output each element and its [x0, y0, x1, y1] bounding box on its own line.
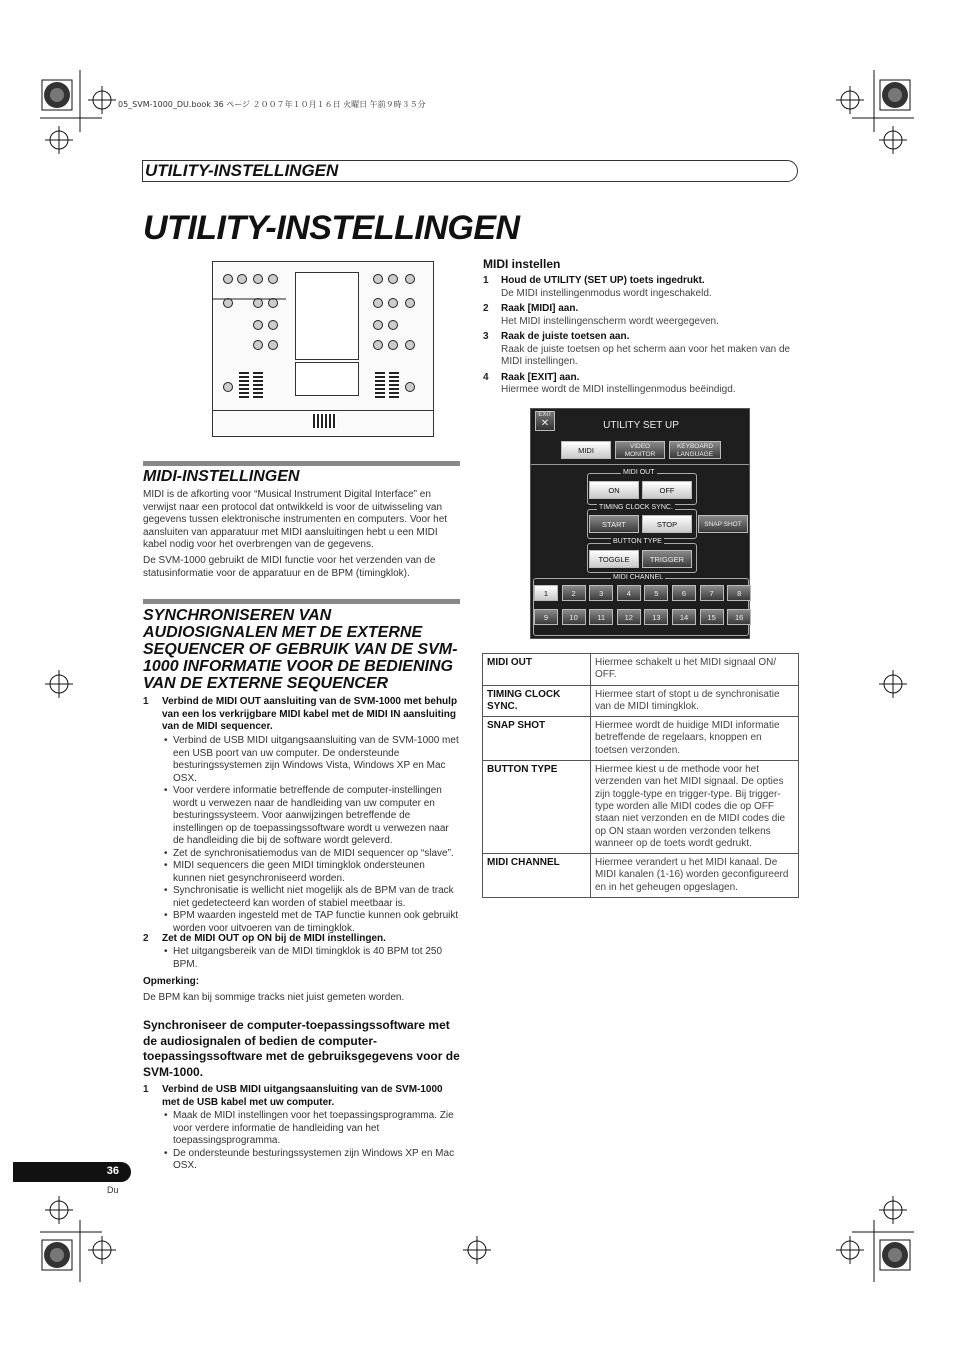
knob-icon [268, 274, 278, 284]
snap-shot-button[interactable]: SNAP SHOT [698, 515, 748, 533]
step-text: Zet de MIDI OUT op ON bij de MIDI instellingen. [162, 933, 386, 944]
list-item: • Verbind de USB MIDI uitgangsaansluiting van de SVM-1000 met een USB poort van uw computer. De ondersteunde besturingssystemen zijn Windows Vista, Windows XP en Mac OSX. [162, 735, 460, 785]
knob-icon [388, 320, 398, 330]
table-key: MIDI CHANNEL [483, 854, 591, 898]
knob-icon [268, 340, 278, 350]
trigger-button[interactable]: TRIGGER [642, 550, 692, 568]
exit-label: EXIT [538, 412, 552, 418]
step-title: Raak [EXIT] aan. [501, 371, 580, 383]
parameter-table [482, 653, 799, 898]
midi-channel-label: MIDI CHANNEL [613, 574, 664, 581]
crosshair-icon [45, 670, 73, 698]
crosshair-icon [45, 1196, 73, 1224]
section-divider [143, 461, 460, 466]
print-meta-line: 05_SVM-1000_DU.book 36 ページ ２００７年１０月１６日 火曜日 午前９時３５分 [118, 100, 426, 109]
knob-icon [388, 340, 398, 350]
midi-channel-button[interactable]: 2 [562, 585, 586, 601]
midi-heading: MIDI-INSTELLINGEN [143, 468, 300, 485]
crosshair-icon [463, 1236, 491, 1264]
midi-channel-button[interactable]: 14 [672, 609, 696, 625]
midi-channel-button[interactable]: 4 [617, 585, 641, 601]
midi-channel-button[interactable]: 12 [617, 609, 641, 625]
list-item: • Het uitgangsbereik van de MIDI timingklok is 40 BPM tot 250 BPM. [162, 946, 460, 971]
table-row [483, 685, 799, 717]
knob-icon [253, 274, 263, 284]
toggle-button[interactable]: TOGGLE [589, 550, 639, 568]
crosshair-icon [879, 126, 907, 154]
list-item: • MIDI sequencers die geen MIDI timingklok ondersteunen kunnen niet gesynchroniseerd worden. [162, 860, 460, 885]
midi-channel-button[interactable]: 9 [534, 609, 558, 625]
midi-channel-button[interactable]: 10 [562, 609, 586, 625]
page-title: UTILITY-INSTELLINGEN [143, 209, 520, 247]
crosshair-icon [879, 670, 907, 698]
page-number: 36 [106, 1165, 119, 1177]
sub-step-1-bullets [162, 1110, 460, 1173]
mixer-illustration [212, 261, 434, 437]
list-item: • BPM waarden ingesteld met de TAP functie kunnen ook gebruikt worden voor uitvoeren van de timingklok. [162, 910, 460, 935]
button-type-label: BUTTON TYPE [613, 538, 662, 545]
knob-icon [223, 382, 233, 392]
mixer-screen [295, 272, 359, 360]
knob-icon [405, 382, 415, 392]
timing-clock-label: TIMING CLOCK SYNC. [599, 504, 673, 511]
list-item: • Synchronisatie is wellicht niet mogelijk als de BPM van de track niet gedetecteerd kan worden of stabiel meetbaar is. [162, 885, 460, 910]
midi-out-label: MIDI OUT [623, 469, 655, 476]
midi-channel-button[interactable]: 5 [644, 585, 668, 601]
mixer-screen-lower [295, 362, 359, 396]
sub-heading: Synchroniseer de computer-toepassingssoftware met de audiosignalen of bedien de computer-toepassingssoftware met de gebruiksgegevens voor de SVM-1000. [143, 1018, 460, 1079]
mixer-logo-grille [313, 414, 337, 428]
crosshair-icon [836, 86, 864, 114]
knob-icon [405, 274, 415, 284]
list-item [483, 303, 799, 328]
step-title: Raak de juiste toetsen aan. [501, 331, 630, 342]
language-code: Du [107, 1185, 119, 1195]
close-icon: ✕ [540, 418, 550, 429]
knob-icon [253, 340, 263, 350]
step-number: 3 [483, 331, 489, 342]
table-row [483, 854, 799, 898]
start-button[interactable]: START [589, 515, 639, 533]
knob-icon [373, 274, 383, 284]
table-key: SNAP SHOT [483, 717, 591, 761]
crosshair-icon [88, 1236, 116, 1264]
tab-label-line: LANGUAGE [676, 451, 714, 458]
midi-channel-button[interactable]: 7 [700, 585, 724, 601]
knob-icon [253, 320, 263, 330]
midi-paragraph-1: MIDI is de afkorting voor “Musical Instrument Digital Interface” en verwijst naar een protocol dat ontwikkeld is voor de uitwisseling van gegevens tussen elektronische instrumenten en computers. Voor het aansluiten van apparatuur met MIDI aansluitingen hebt u een MIDI kabel nodig voor het overbrengen van de gegevens. [143, 489, 448, 550]
midi-channel-button[interactable]: 15 [700, 609, 724, 625]
midi-out-on-button[interactable]: ON [589, 481, 639, 499]
table-value: Hiermee kiest u de methode voor het verzenden van het MIDI signaal. De opties zijn toggle-type en trigger-type. Bij trigger-type worden alle MIDI codes die op OFF staan niet verzonden en de MIDI codes die op ON staan worden verzonden telkens wanneer op de toets wordt gedrukt. [591, 761, 799, 854]
fader-icon [389, 372, 399, 398]
knob-icon [405, 298, 415, 308]
list-item: • Maak de MIDI instellingen voor het toepassingsprogramma. Zie voor verdere informatie de handleiding van het toepassingsprogramma. [162, 1110, 460, 1148]
midi-channel-button[interactable]: 13 [644, 609, 668, 625]
knob-icon [237, 274, 247, 284]
midi-channel-button[interactable]: 3 [589, 585, 613, 601]
screen-title: UTILITY SET UP [603, 420, 679, 431]
sync-step-1-bullets [162, 735, 460, 935]
tab-label-line: KEYBOARD [676, 443, 714, 450]
midi-channel-button[interactable]: 16 [727, 609, 751, 625]
midi-channel-button[interactable]: 1 [534, 585, 558, 601]
sync-step-2-bullets [162, 946, 460, 971]
crosshair-icon [879, 1196, 907, 1224]
midi-instellen-heading: MIDI instellen [483, 257, 561, 271]
list-item [483, 275, 799, 300]
step-title: Raak [MIDI] aan. [501, 303, 579, 314]
midi-channel-button[interactable]: 6 [672, 585, 696, 601]
utility-setup-screen [530, 408, 750, 639]
fader-icon [239, 372, 249, 398]
crosshair-icon [88, 86, 116, 114]
step-number: 1 [143, 696, 149, 707]
step-text: Verbind de MIDI OUT aansluiting van de SVM-1000 met behulp van een los verkrijgbare MIDI kabel met de MIDI IN aansluiting van de MIDI sequencer. [162, 696, 458, 732]
step-number: 4 [483, 371, 489, 383]
tab-midi[interactable]: MIDI [561, 441, 611, 459]
table-value: Hiermee start of stopt u de synchronisatie van de MIDI timingklok. [591, 685, 799, 717]
stop-button[interactable]: STOP [642, 515, 692, 533]
step-text: Hiermee wordt de MIDI instellingenmodus beëindigd. [501, 384, 736, 395]
step-number: 2 [483, 303, 489, 314]
tab-label-line: MONITOR [624, 451, 656, 458]
note-text: De BPM kan bij sommige tracks niet juist gemeten worden. [143, 992, 405, 1003]
knob-icon [223, 274, 233, 284]
list-item: • Voor verdere informatie betreffende de computer-instellingen wordt u verwezen naar de handleiding van uw computer en besturingssysteem. Voor aanwijzingen betreffende de instellingen op de toepassingssoftware wordt u verwezen naar de handleiding die bij de software wordt geleverd. [162, 785, 460, 848]
sync-heading: SYNCHRONISEREN VAN AUDIOSIGNALEN MET DE EXTERNE SEQUENCER OF GEBRUIK VAN DE SVM-1000 INFORMATIE VOOR DE BEDIENING VAN DE EXTERNE SEQUENCER [143, 607, 458, 692]
sub-step-1 [143, 1084, 460, 1109]
section-divider [143, 599, 460, 604]
step-text: Het MIDI instellingenscherm wordt weergegeven. [501, 315, 719, 327]
knob-icon [373, 320, 383, 330]
page-number-tab [13, 1162, 131, 1182]
note-title: Opmerking: [143, 976, 200, 987]
midi-channel-button[interactable]: 8 [727, 585, 751, 601]
registration-target-icon [42, 80, 72, 110]
list-item: • De ondersteunde besturingssystemen zijn Windows XP en Mac OSX. [162, 1148, 460, 1173]
table-value: Hiermee wordt de huidige MIDI informatie betreffende de regelaars, knoppen en toetsen verzonden. [591, 717, 799, 761]
step-number: 2 [143, 933, 149, 944]
registration-target-icon [42, 1240, 72, 1270]
crosshair-icon [45, 126, 73, 154]
callout-line [210, 290, 290, 310]
fader-icon [375, 372, 385, 398]
sync-step-2 [143, 933, 460, 946]
step-text: Verbind de USB MIDI uitgangsaansluiting van de SVM-1000 met de USB kabel met uw computer. [162, 1084, 443, 1108]
screen-divider [531, 464, 749, 465]
knob-icon [268, 320, 278, 330]
knob-icon [388, 298, 398, 308]
knob-icon [373, 298, 383, 308]
fader-icon [253, 372, 263, 398]
list-item [483, 372, 799, 397]
step-text: De MIDI instellingenmodus wordt ingeschakeld. [501, 287, 712, 299]
tab-video-monitor[interactable] [615, 441, 665, 459]
knob-icon [405, 340, 415, 350]
table-value: Hiermee schakelt u het MIDI signaal ON/ OFF. [591, 654, 799, 686]
knob-icon [388, 274, 398, 284]
list-item: • Zet de synchronisatiemodus van de MIDI sequencer op “slave”. [162, 848, 460, 861]
table-key: BUTTON TYPE [483, 761, 591, 854]
midi-channel-button[interactable]: 11 [589, 609, 613, 625]
midi-instellen-steps [483, 275, 799, 397]
table-key: TIMING CLOCK SYNC. [483, 685, 591, 717]
crosshair-icon [836, 1236, 864, 1264]
step-number: 1 [483, 275, 489, 286]
table-value: Hiermee verandert u het MIDI kanaal. De MIDI kanalen (1-16) worden geconfigureerd en in het geheugen opgeslagen. [591, 854, 799, 898]
table-row [483, 654, 799, 686]
registration-target-icon [880, 80, 910, 110]
tab-keyboard-language[interactable] [669, 441, 721, 459]
step-number: 1 [143, 1084, 149, 1095]
tab-label-line: VIDEO [629, 443, 651, 450]
step-text: Raak de juiste toetsen op het scherm aan voor het maken van de MIDI instellingen. [501, 343, 791, 367]
table-key: MIDI OUT [483, 654, 591, 686]
table-row [483, 717, 799, 761]
step-title: Houd de UTILITY (SET UP) toets ingedrukt. [501, 275, 705, 286]
midi-out-off-button[interactable]: OFF [642, 481, 692, 499]
knob-icon [373, 340, 383, 350]
header-title: UTILITY-INSTELLINGEN [145, 161, 339, 180]
midi-paragraph-2: De SVM-1000 gebruikt de MIDI functie voor het verzenden van de statusinformatie voor de apparatuur en de BPM (timingklok). [143, 555, 436, 579]
mixer-divider [213, 410, 433, 411]
sync-step-1 [143, 696, 460, 734]
table-row [483, 761, 799, 854]
registration-target-icon [880, 1240, 910, 1270]
list-item [483, 331, 799, 369]
